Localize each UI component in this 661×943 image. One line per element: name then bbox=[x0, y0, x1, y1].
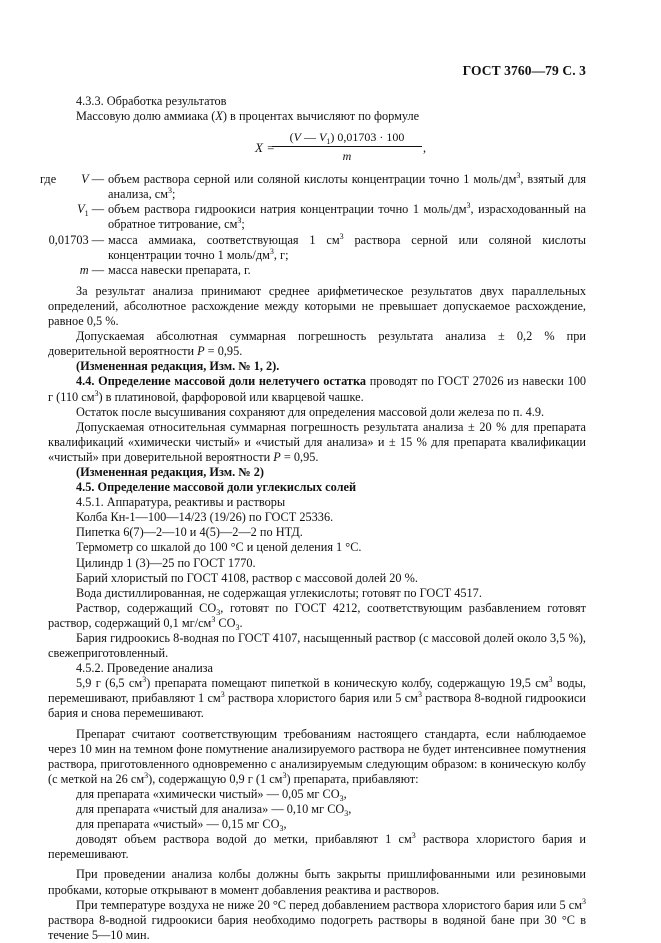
superscript: 3 bbox=[94, 388, 99, 398]
text: , bbox=[343, 786, 347, 801]
superscript: 3 bbox=[548, 675, 553, 685]
text: , bbox=[283, 817, 287, 832]
text: Допускаемая абсолютная суммарная погрешность результата анализа ± 0,2 % при доверительной вероятности bbox=[48, 329, 586, 359]
definition-text bbox=[108, 202, 586, 232]
formula-numerator bbox=[272, 130, 422, 147]
text: объем раствора гидроокиси натрия концентрации точно 1 моль/дм bbox=[108, 202, 467, 217]
procedure-paragraph bbox=[48, 676, 586, 721]
text: ; bbox=[172, 187, 176, 202]
definition-m bbox=[48, 263, 586, 278]
subscript: 1 bbox=[84, 209, 89, 219]
text: ) препарата помещают пипеткой в коническую колбу, содержащую 19,5 см bbox=[146, 676, 549, 691]
definition-v bbox=[40, 171, 587, 202]
text: раствора 8-водной гидроокиси бария и снова перемешивают. bbox=[48, 691, 586, 721]
equipment-item: Колба Кн-1—100—14/23 (19/26) по ГОСТ 25336. bbox=[76, 510, 334, 525]
dilute-paragraph bbox=[48, 832, 586, 862]
text: = 0,95. bbox=[204, 344, 243, 359]
section-heading-4-4: 4.4. Определение массовой доли нелетучего остатка bbox=[76, 374, 367, 389]
text: доводят объем раствора водой до метки, прибавляют 1 см bbox=[76, 832, 412, 847]
dash: — bbox=[88, 172, 104, 187]
section-4-4 bbox=[48, 374, 586, 404]
text: Препарат считают соответствующим требованиям настоящего стандарта, если наблюдаемое через 10 мин на темном фоне помутнение анализируемого раствора не будет интенсивнее помутнения раствора, приготовленного одновременно с анализируемым следующим образом: в коническую колбу (с меткой на 26 см bbox=[48, 726, 586, 786]
definition-v1 bbox=[48, 202, 586, 232]
symbol: V bbox=[81, 172, 89, 187]
section-heading-4-5-2: 4.5.2. Проведение анализа bbox=[76, 661, 213, 676]
text: = 0,95. bbox=[280, 449, 319, 464]
superscript: 3 bbox=[466, 201, 471, 211]
superscript: 3 bbox=[582, 896, 586, 906]
text: ( bbox=[289, 130, 294, 145]
text: Массовую долю аммиака ( bbox=[76, 109, 216, 124]
text: , взятый для анализа, см bbox=[108, 172, 587, 202]
text: воды, перемешивают, прибавляют 1 см bbox=[48, 676, 587, 706]
text: — bbox=[301, 130, 319, 145]
document-body bbox=[40, 94, 587, 943]
text: для препарата «чистый для анализа» — 0,10 мг СО bbox=[76, 802, 345, 817]
superscript: 3 bbox=[516, 171, 521, 181]
text: ; bbox=[241, 217, 245, 232]
temperature-paragraph bbox=[48, 898, 586, 943]
definition-coefficient bbox=[48, 233, 586, 263]
symbol: m bbox=[79, 262, 89, 277]
dash: — bbox=[88, 232, 104, 247]
where-label: где bbox=[40, 172, 57, 187]
definition-label bbox=[48, 202, 108, 232]
variable: V bbox=[319, 130, 327, 145]
formula-intro bbox=[48, 109, 586, 124]
superscript: 3 bbox=[417, 690, 422, 700]
text: раствора хлористого бария и перемешивают. bbox=[48, 832, 586, 862]
formula bbox=[48, 128, 586, 170]
symbol: 0,01703 bbox=[48, 232, 89, 247]
text: 5,9 г (6,5 см bbox=[76, 676, 143, 691]
superscript: 3 bbox=[211, 614, 216, 624]
superscript: 3 bbox=[142, 675, 147, 685]
text: ) в платиновой, фарфоровой или кварцевой чашке. bbox=[98, 389, 364, 404]
equipment-item: Термометр со шкалой до 100 °С и ценой деления 1 °С. bbox=[76, 540, 362, 555]
subscript: 3 bbox=[216, 607, 221, 617]
text: Допускаемая относительная суммарная погрешность результата анализа ± 20 % для препарата квалификаций «химически чистый» и «чистый для анализа» и ± 15 % для препарата квалификации «чистый» при доверительной вероятности bbox=[48, 419, 586, 464]
equipment-item: Цилиндр 1 (3)—25 по ГОСТ 1770. bbox=[76, 555, 256, 570]
dash: — bbox=[88, 202, 104, 217]
co3-solution-paragraph bbox=[48, 601, 586, 631]
subscript: 3 bbox=[279, 824, 284, 834]
text: проводят по ГОСТ 27026 из навески 100 г (110 см bbox=[48, 374, 587, 404]
stoppers-paragraph: При проведении анализа колбы должны быть закрыты пришлифованными или резиновыми пробками, которые открывают в момент добавления реактива и растворов. bbox=[48, 867, 586, 897]
residue-paragraph: Остаток после высушивания сохраняют для определения массовой доли железа по п. 4.9. bbox=[76, 404, 545, 419]
text: ) в процентах вычисляют по формуле bbox=[222, 109, 420, 124]
definition-label bbox=[48, 233, 108, 263]
text: Раствор, содержащий СО bbox=[76, 600, 217, 615]
superscript: 3 bbox=[339, 231, 344, 241]
superscript: 3 bbox=[237, 216, 242, 226]
equipment-item: Барий хлористый по ГОСТ 4108, раствор с массовой долей 20 %. bbox=[76, 570, 418, 585]
result-paragraph: За результат анализа принимают среднее арифметическое результатов двух параллельных определений, абсолютное расхождение между которыми не превышает допускаемое расхождение, равное 0,5 %. bbox=[48, 283, 586, 329]
superscript: 3 bbox=[220, 690, 225, 700]
formula-comma: , bbox=[423, 141, 427, 156]
superscript: 3 bbox=[168, 186, 173, 196]
error-paragraph-4-4 bbox=[48, 420, 586, 465]
text: для препарата «чистый» — 0,15 мг СО bbox=[76, 817, 280, 832]
text: раствора серной или соляной кислоты концентрации точно 1 моль/дм bbox=[108, 232, 586, 262]
text: масса аммиака, соответствующая 1 см bbox=[108, 232, 340, 247]
compliance-paragraph bbox=[48, 727, 586, 787]
subscript: 3 bbox=[344, 809, 349, 819]
text: раствора хлористого бария или 5 см bbox=[224, 691, 418, 706]
grade-item bbox=[48, 787, 586, 802]
amendment-note: (Измененная редакция, Изм. № 2) bbox=[76, 464, 264, 479]
text: , г; bbox=[273, 247, 289, 262]
section-heading-4-3-3: 4.3.3. Обработка результатов bbox=[76, 94, 227, 108]
text: ) 0,01703 · 100 bbox=[330, 130, 405, 145]
section-heading-4-5-1: 4.5.1. Аппаратура, реактивы и растворы bbox=[76, 495, 286, 510]
symbol: V bbox=[77, 202, 85, 217]
variable: V bbox=[293, 130, 301, 145]
section-heading-4-5: 4.5. Определение массовой доли углекислых солей bbox=[76, 480, 357, 495]
text: ), содержащую 0,9 г (1 см bbox=[148, 771, 283, 786]
formula-fraction bbox=[272, 130, 422, 164]
subscript: 1 bbox=[326, 137, 331, 147]
definition-text bbox=[108, 233, 586, 263]
text: . bbox=[239, 615, 243, 630]
variable: P bbox=[197, 344, 205, 359]
error-paragraph bbox=[48, 329, 586, 359]
superscript: 3 bbox=[411, 831, 416, 841]
grade-item bbox=[48, 802, 586, 817]
definition-label bbox=[48, 263, 108, 278]
formula-denominator: m bbox=[342, 149, 352, 164]
superscript: 3 bbox=[144, 770, 149, 780]
variable: X bbox=[215, 109, 223, 124]
superscript: 3 bbox=[269, 246, 274, 256]
superscript: 3 bbox=[282, 770, 287, 780]
text: , готовят по ГОСТ 4212, соответствующим разбавлением готовят раствор, содержащий 0,1 мг/см bbox=[48, 600, 586, 630]
text: ) препарата, прибавляют: bbox=[286, 771, 419, 786]
variable: P bbox=[273, 449, 281, 464]
text: раствора 8-водной гидроокиси бария необходимо подогреть растворы в водяной бане при 30 °С в течение 5—10 мин. bbox=[48, 912, 586, 942]
definition-text bbox=[108, 172, 586, 202]
subscript: 3 bbox=[339, 793, 344, 803]
text: объем раствора серной или соляной кислоты концентрации точно 1 моль/дм bbox=[108, 172, 517, 187]
dash: — bbox=[88, 262, 104, 277]
variable-definitions bbox=[40, 171, 587, 278]
definition-text: масса навески препарата, г. bbox=[108, 262, 251, 277]
subscript: 3 bbox=[235, 622, 240, 632]
amendment-note: (Измененная редакция, Изм. № 1, 2). bbox=[76, 359, 280, 374]
text: , израсходованный на обратное титрование, см bbox=[108, 202, 586, 232]
equipment-item: Вода дистиллированная, не содержащая углекислоты; готовят по ГОСТ 4517. bbox=[76, 585, 482, 600]
page-header: ГОСТ 3760—79 С. 3 bbox=[462, 63, 586, 78]
grade-item bbox=[48, 817, 586, 832]
text: для препарата «химически чистый» — 0,05 мг СО bbox=[76, 786, 340, 801]
text: При температуре воздуха не ниже 20 °С перед добавлением раствора хлористого бария или 5 см bbox=[76, 897, 582, 912]
formula-lhs: X = bbox=[255, 140, 275, 156]
text: СО bbox=[215, 615, 236, 630]
text: , bbox=[348, 802, 352, 817]
equipment-item: Пипетка 6(7)—2—10 и 4(5)—2—2 по НТД. bbox=[76, 525, 303, 540]
barium-hydroxide-paragraph: Бария гидроокись 8-водная по ГОСТ 4107, насыщенный раствор (с массовой долей около 3,5 %), свежеприготовленный. bbox=[48, 631, 586, 661]
definition-label bbox=[40, 172, 108, 202]
